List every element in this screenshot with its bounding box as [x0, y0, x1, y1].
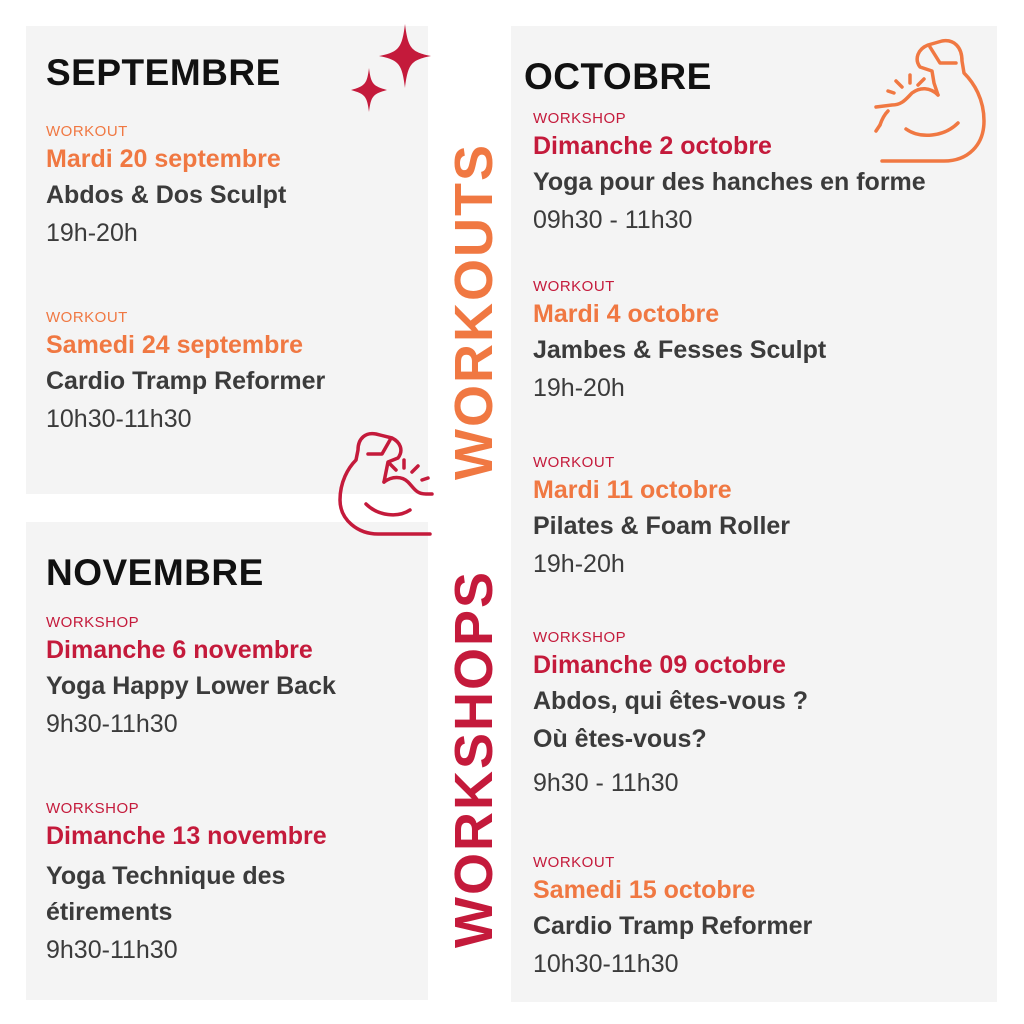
- flexed-arm-icon: [334, 428, 436, 540]
- event-title: Yoga pour des hanches en forme: [533, 168, 926, 196]
- event-title: Cardio Tramp Reformer: [46, 367, 326, 395]
- vertical-title-workshops: WORKSHOPS: [444, 569, 504, 948]
- event-type: WORKOUT: [533, 454, 615, 471]
- event-type: WORKOUT: [46, 123, 128, 140]
- flexed-arm-icon: [868, 33, 990, 167]
- event-type: WORKSHOP: [46, 614, 140, 631]
- event-time: 10h30-11h30: [533, 950, 679, 978]
- event-title: Jambes & Fesses Sculpt: [533, 336, 827, 364]
- event-time: 19h-20h: [533, 550, 625, 578]
- vertical-title-workouts: WORKOUTS: [444, 143, 504, 480]
- event-title-line2: étirements: [46, 898, 173, 926]
- event-time: 9h30-11h30: [46, 936, 178, 964]
- event-item: [533, 454, 790, 582]
- event-type: WORKSHOP: [533, 110, 627, 127]
- event-type: WORKOUT: [533, 278, 615, 295]
- event-title: Yoga Technique des: [46, 862, 286, 890]
- event-time: 19h-20h: [533, 374, 625, 402]
- event-date: Dimanche 6 novembre: [46, 636, 313, 664]
- month-heading-october: OCTOBRE: [524, 56, 712, 97]
- event-item: [533, 278, 826, 406]
- october-panel: [511, 26, 997, 1002]
- event-time: 9h30 - 11h30: [533, 769, 679, 797]
- event-date: Mardi 11 octobre: [533, 476, 732, 504]
- event-date: Mardi 20 septembre: [46, 145, 281, 173]
- november-panel: [26, 522, 428, 1000]
- event-type: WORKOUT: [46, 309, 128, 326]
- event-type: WORKOUT: [533, 854, 615, 871]
- event-time: 10h30-11h30: [46, 405, 192, 433]
- event-item: [46, 800, 327, 968]
- event-item: [533, 629, 808, 801]
- event-type: WORKSHOP: [46, 800, 140, 817]
- event-time: 09h30 - 11h30: [533, 206, 693, 234]
- event-title: Cardio Tramp Reformer: [533, 912, 813, 940]
- month-heading-november: NOVEMBRE: [46, 552, 264, 593]
- month-heading-september: SEPTEMBRE: [46, 52, 281, 93]
- event-date: Dimanche 2 octobre: [533, 132, 772, 160]
- event-title: Abdos, qui êtes-vous ?: [533, 687, 809, 715]
- event-date: Dimanche 09 octobre: [533, 651, 786, 679]
- event-time: 19h-20h: [46, 219, 138, 247]
- event-date: Samedi 15 octobre: [533, 876, 756, 904]
- event-date: Mardi 4 octobre: [533, 300, 720, 328]
- event-item: [533, 854, 812, 982]
- event-date: Dimanche 13 novembre: [46, 822, 327, 850]
- event-title: Yoga Happy Lower Back: [46, 672, 336, 700]
- event-title-line2: Où êtes-vous?: [533, 725, 707, 753]
- event-item: [46, 123, 286, 251]
- sparkle-icon: [345, 22, 435, 118]
- event-title: Pilates & Foam Roller: [533, 512, 791, 540]
- event-item: [46, 614, 336, 742]
- event-item: [533, 110, 926, 238]
- event-item: [46, 309, 325, 437]
- event-date: Samedi 24 septembre: [46, 331, 304, 359]
- event-type: WORKSHOP: [533, 629, 627, 646]
- event-time: 9h30-11h30: [46, 710, 178, 738]
- event-title: Abdos & Dos Sculpt: [46, 181, 287, 209]
